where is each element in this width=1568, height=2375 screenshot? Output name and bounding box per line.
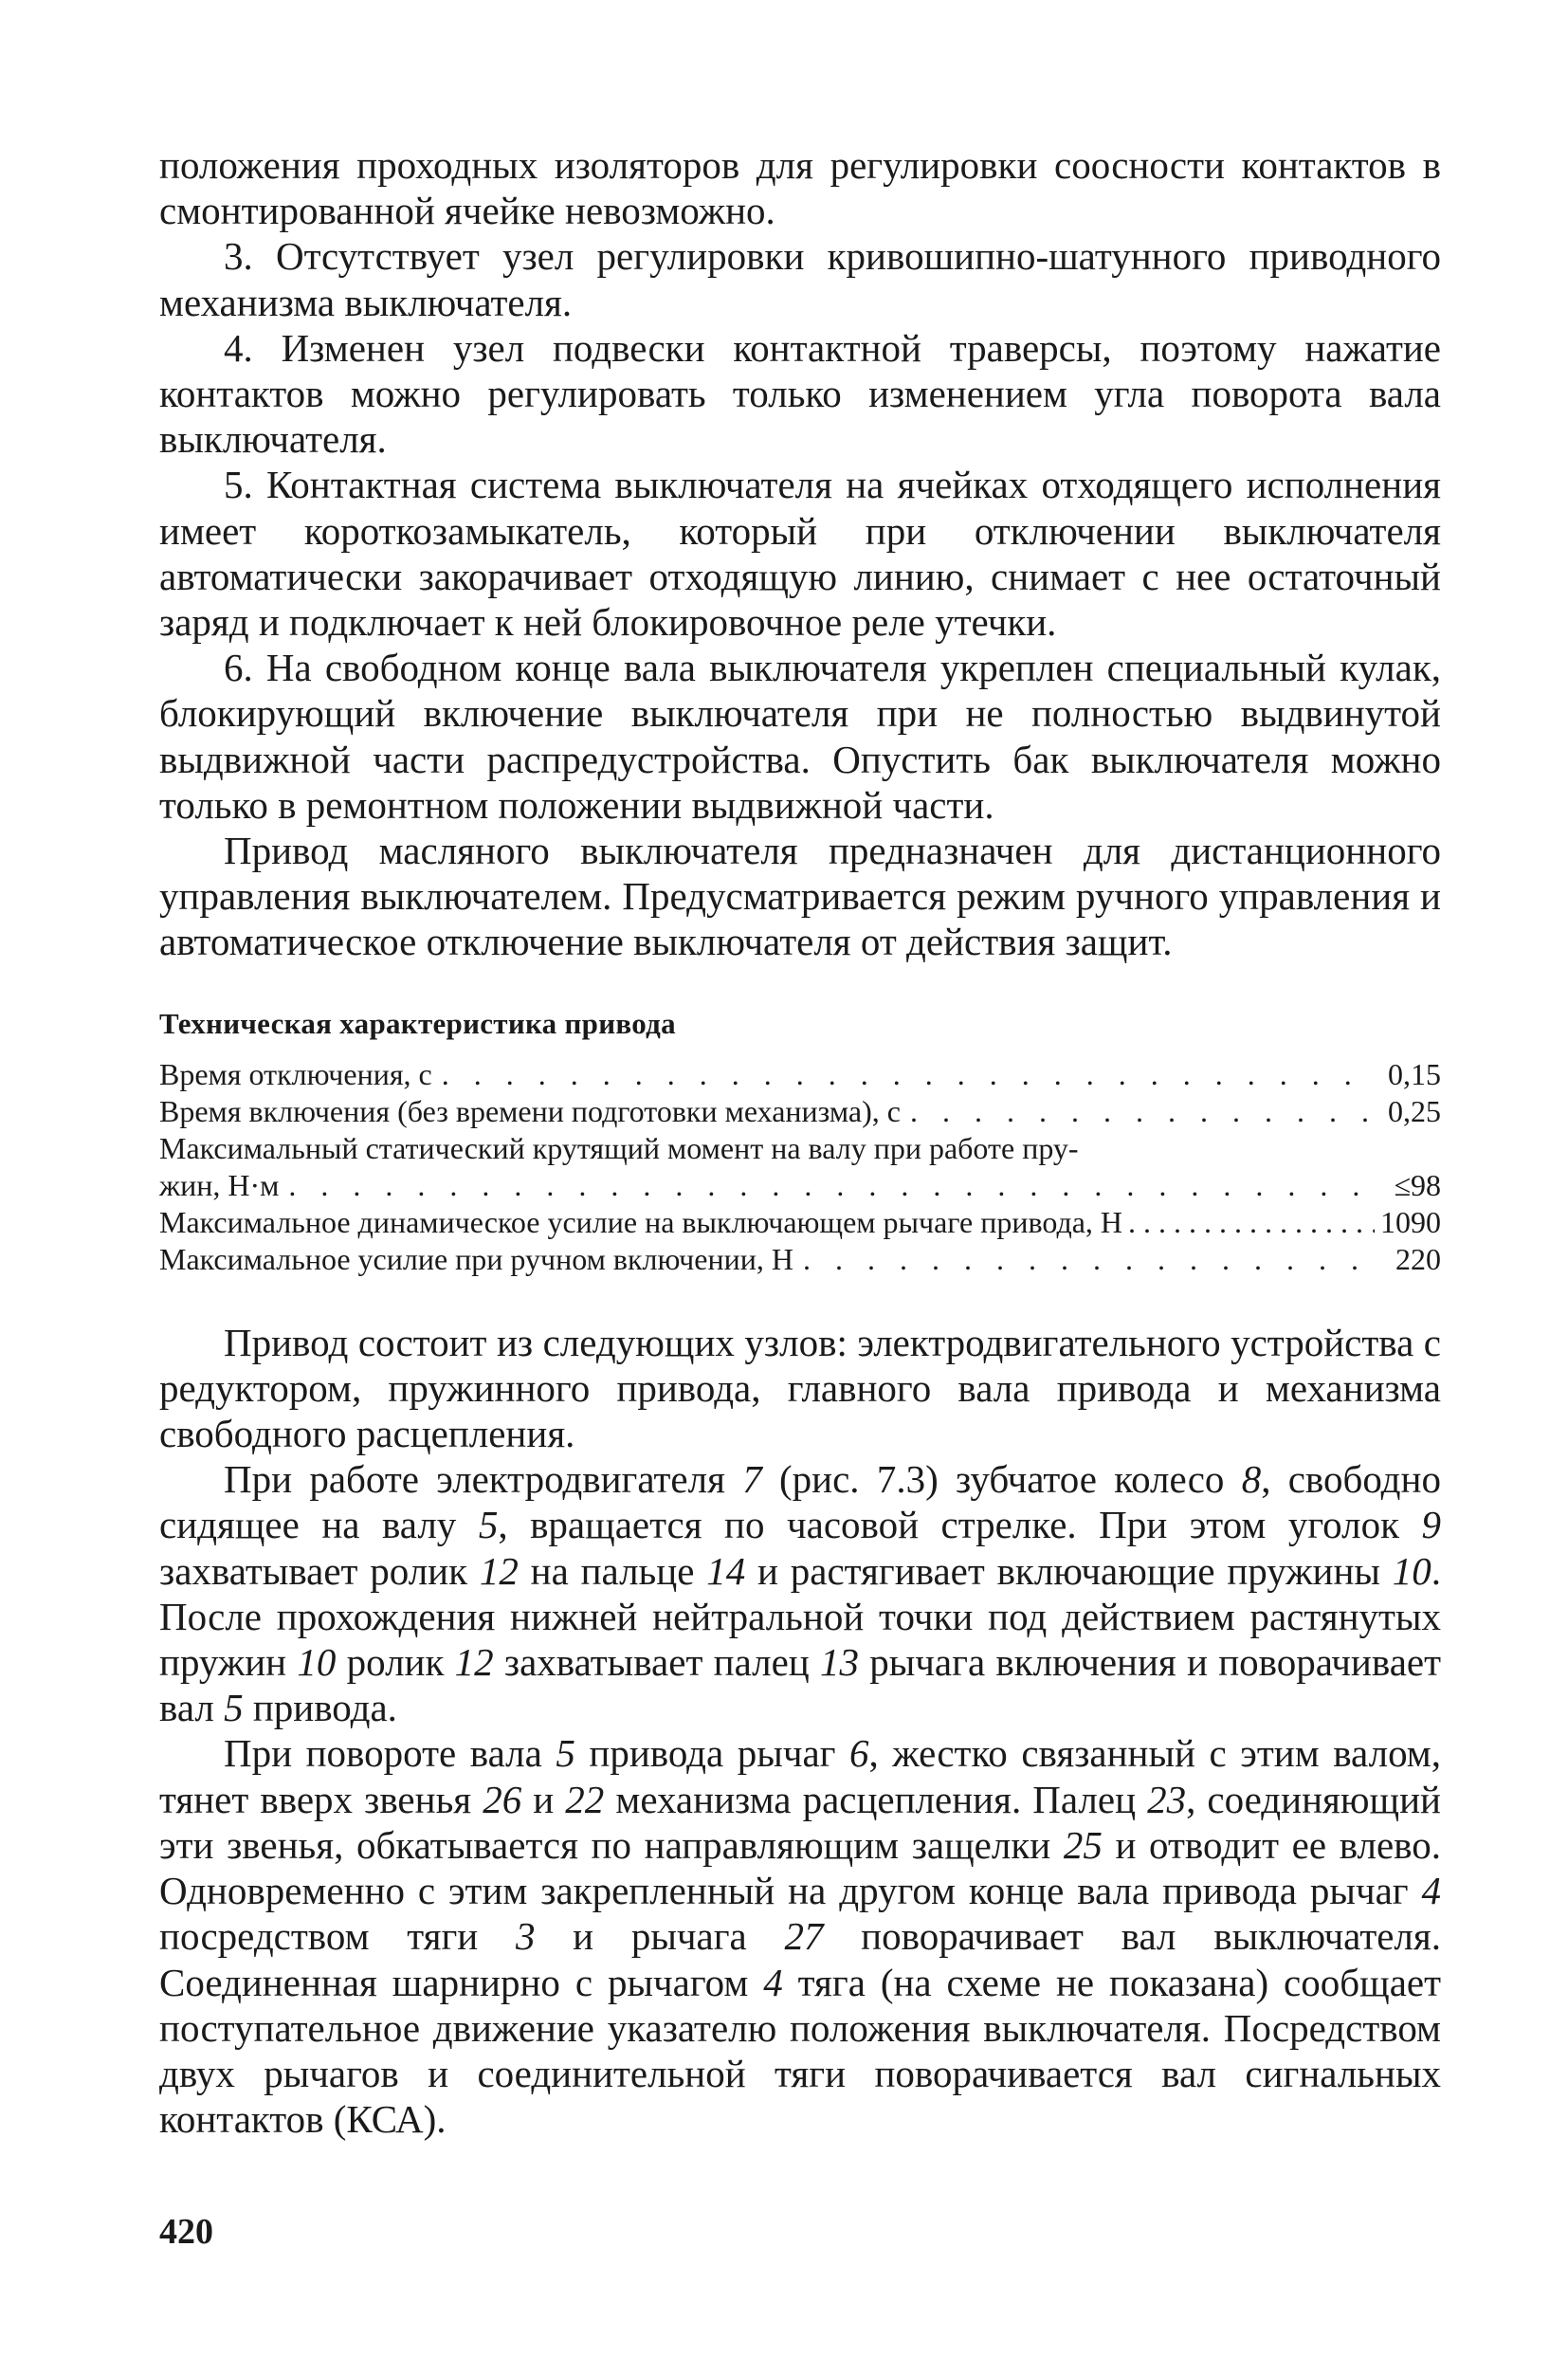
dot-leader xyxy=(442,1056,1371,1093)
spec-value: 0,25 xyxy=(1388,1093,1441,1128)
spec-label-continuation: жин, Н·м xyxy=(159,1167,280,1202)
paragraph-item-3: 3. Отсутствует узел регулировки кривошипно-шатунного приводного механизма выключателя. xyxy=(159,234,1441,324)
dot-leader xyxy=(1128,1204,1375,1241)
spec-row xyxy=(159,1167,1441,1204)
spec-heading: Техническая характеристика привода xyxy=(159,1006,676,1040)
page-number: 420 xyxy=(159,2212,213,2252)
paragraph-continuation: положения проходных изоляторов для регулировки соосности контактов в смонтированной ячейке невозможно. xyxy=(159,143,1441,233)
spec-label: Максимальный статический крутящий момент на валу при работе пру- xyxy=(159,1130,1079,1165)
spec-label: Время отключения, с xyxy=(159,1056,432,1091)
spec-row xyxy=(159,1130,1441,1167)
paragraph-item-5: 5. Контактная система выключателя на ячейках отходящего исполнения имеет короткозамыкатель, который при отключении выключателя автоматически закорачивает отходящую линию, снимает с нее остаточный заряд и подключает к ней блокировочное реле утечки. xyxy=(159,463,1441,645)
spec-row xyxy=(159,1056,1441,1093)
spec-row xyxy=(159,1241,1441,1278)
paragraph-shaft: При повороте вала 5 привода рычаг 6, жестко связанный с этим валом, тянет вверх звенья 26 и 22 механизма расцепления. Палец 23, соединяющий эти звенья, обкатывается по направляющим защелки 25 и отводит ее влево. Одновременно с этим закрепленный на другом конце вала привода рычаг 4 посредством тяги 3 и рычага 27 поворачивает вал выключателя. Соединенная шарнирно с рычагом 4 тяга (на схеме не показана) сообщает поступательное движение указателю положения выключателя. Посредством двух рычагов и соединительной тяги поворачивается вал сигнальных контактов (КСА). xyxy=(159,1731,1442,2142)
dot-leader xyxy=(910,1093,1371,1130)
spec-list xyxy=(159,1056,1441,1278)
paragraph-composition: Привод состоит из следующих узлов: электродвигательного устройства с редуктором, пружинного привода, главного вала привода и механизма свободного расцепления. xyxy=(159,1320,1441,1456)
spec-row xyxy=(159,1093,1441,1130)
spec-label: Максимальное динамическое усилие на выключающем рычаге привода, Н xyxy=(159,1204,1123,1239)
page-body xyxy=(159,142,1441,2142)
paragraph-motor: При работе электродвигателя 7 (рис. 7.3) зубчатое колесо 8, свободно сидящее на валу 5, вращается по часовой стрелке. При этом уголок 9 захватывает ролик 12 на пальце 14 и растягивает включающие пружины 10. После прохождения нижней нейтральной точки под действием растянутых пружин 10 ролик 12 захватывает палец 13 рычага включения и поворачивает вал 5 привода. xyxy=(159,1457,1442,1730)
paragraph-item-6: 6. На свободном конце вала выключателя укреплен специальный кулак, блокирующий включение выключателя при не полностью выдвинутой выдвижной части распредустройства. Опустить бак выключателя можно только в ремонтном положении выдвижной части. xyxy=(159,646,1441,827)
spec-row xyxy=(159,1204,1441,1241)
spec-value: 220 xyxy=(1395,1241,1441,1276)
spec-label: Максимальное усилие при ручном включении, Н xyxy=(159,1241,793,1276)
dot-leader xyxy=(803,1241,1371,1278)
spec-value: 1090 xyxy=(1380,1204,1441,1239)
paragraph-item-4: 4. Изменен узел подвески контактной траверсы, поэтому нажатие контактов можно регулировать только изменением угла поворота вала выключателя. xyxy=(159,325,1441,462)
spec-value: ≤98 xyxy=(1394,1167,1441,1202)
spec-label: Время включения (без времени подготовки механизма), с xyxy=(159,1093,901,1128)
paragraphs-top xyxy=(159,142,1441,965)
spec-value: 0,15 xyxy=(1388,1056,1441,1091)
dot-leader xyxy=(288,1167,1371,1204)
paragraph-drive-purpose: Привод масляного выключателя предназначен для дистанционного управления выключателем. Предусматривается режим ручного управления и автоматическое отключение выключателя от действия защит. xyxy=(159,829,1441,964)
